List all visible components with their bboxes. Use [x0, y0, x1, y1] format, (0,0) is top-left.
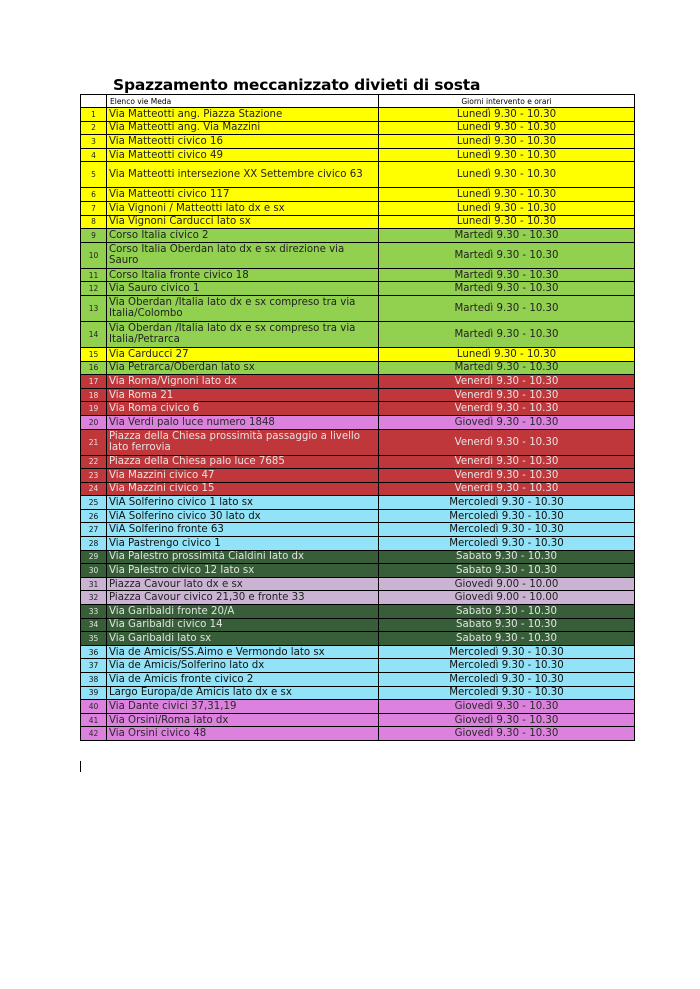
street-cell: Via Pastrengo civico 1: [107, 537, 379, 551]
street-cell: Via Roma 21: [107, 388, 379, 402]
row-number-cell: 9: [81, 229, 107, 243]
street-cell: Via Matteotti ang. Piazza Stazione: [107, 108, 379, 122]
table-row: [81, 700, 635, 714]
row-number-cell: 5: [81, 162, 107, 188]
street-cell: Via Petrarca/Oberdan lato sx: [107, 361, 379, 375]
row-number-cell: 4: [81, 148, 107, 162]
schedule-cell: Lunedì 9.30 - 10.30: [379, 121, 635, 135]
table-row: [81, 201, 635, 215]
row-number-cell: 18: [81, 388, 107, 402]
table-row: [81, 496, 635, 510]
row-number-cell: 8: [81, 215, 107, 229]
table-row: [81, 645, 635, 659]
table-row: [81, 469, 635, 483]
row-number-cell: 6: [81, 188, 107, 202]
table-row: [81, 375, 635, 389]
table-row: [81, 523, 635, 537]
schedule-cell: Giovedì 9.30 - 10.30: [379, 713, 635, 727]
street-cell: Corso Italia civico 2: [107, 229, 379, 243]
schedule-cell: Venerdì 9.30 - 10.30: [379, 375, 635, 389]
schedule-cell: Venerdì 9.30 - 10.30: [379, 388, 635, 402]
schedule-cell: Mercoledì 9.30 - 10.30: [379, 659, 635, 673]
street-cell: Via Palestro civico 12 lato sx: [107, 564, 379, 578]
row-number-cell: 31: [81, 577, 107, 591]
table-row: [81, 591, 635, 605]
schedule-cell: Giovedì 9.30 - 10.30: [379, 415, 635, 429]
table-row: [81, 135, 635, 149]
table-row: [81, 605, 635, 619]
schedule-cell: Mercoledì 9.30 - 10.30: [379, 523, 635, 537]
street-cell: Piazza Cavour civico 21,30 e fronte 33: [107, 591, 379, 605]
row-number-cell: 35: [81, 632, 107, 646]
row-number-cell: 22: [81, 455, 107, 469]
row-number-cell: 39: [81, 686, 107, 700]
street-cell: Piazza della Chiesa palo luce 7685: [107, 455, 379, 469]
table-row: [81, 659, 635, 673]
table-row: [81, 268, 635, 282]
schedule-cell: Martedì 9.30 - 10.30: [379, 295, 635, 321]
street-cell: Via Oberdan /Italia lato dx e sx compreso tra via Italia/Petrarca: [107, 321, 379, 347]
schedule-cell: Martedì 9.30 - 10.30: [379, 321, 635, 347]
row-number-cell: 32: [81, 591, 107, 605]
document-title: Spazzamento meccanizzato divieti di sosta: [113, 76, 481, 94]
row-number-cell: 10: [81, 242, 107, 268]
row-number-cell: 14: [81, 321, 107, 347]
schedule-cell: Giovedì 9.30 - 10.30: [379, 700, 635, 714]
street-cell: Via Orsini civico 48: [107, 727, 379, 741]
table-row: [81, 361, 635, 375]
row-number-cell: 25: [81, 496, 107, 510]
row-number-cell: 27: [81, 523, 107, 537]
row-number-cell: 1: [81, 108, 107, 122]
table-row: [81, 148, 635, 162]
schedule-cell: Martedì 9.30 - 10.30: [379, 361, 635, 375]
table-row: [81, 455, 635, 469]
table-header-row: [81, 95, 635, 108]
schedule-cell: Lunedì 9.30 - 10.30: [379, 201, 635, 215]
street-cell: Via Roma/Vignoni lato dx: [107, 375, 379, 389]
street-cell: Via Orsini/Roma lato dx: [107, 713, 379, 727]
row-number-cell: 17: [81, 375, 107, 389]
table-body: [81, 95, 635, 741]
row-number-cell: 15: [81, 347, 107, 361]
schedule-cell: Martedì 9.30 - 10.30: [379, 268, 635, 282]
row-number-cell: 28: [81, 537, 107, 551]
street-cell: Via de Amicis/SS.Aimo e Vermondo lato sx: [107, 645, 379, 659]
schedule-cell: Martedì 9.30 - 10.30: [379, 282, 635, 296]
street-cell: Via Matteotti civico 16: [107, 135, 379, 149]
row-number-cell: 33: [81, 605, 107, 619]
street-cell: ViA Solferino fronte 63: [107, 523, 379, 537]
schedule-cell: Lunedì 9.30 - 10.30: [379, 148, 635, 162]
row-number-cell: 7: [81, 201, 107, 215]
schedule-cell: Mercoledì 9.30 - 10.30: [379, 509, 635, 523]
table-row: [81, 415, 635, 429]
street-cell: Piazza della Chiesa prossimità passaggio a livello lato ferrovia: [107, 429, 379, 455]
street-cell: Via Carducci 27: [107, 347, 379, 361]
street-cell: Via Vignoni Carducci lato sx: [107, 215, 379, 229]
row-number-cell: 41: [81, 713, 107, 727]
street-cell: ViA Solferino civico 1 lato sx: [107, 496, 379, 510]
table-row: [81, 537, 635, 551]
table-row: [81, 388, 635, 402]
street-cell: Via Matteotti civico 117: [107, 188, 379, 202]
table-row: [81, 509, 635, 523]
schedule-cell: Mercoledì 9.30 - 10.30: [379, 686, 635, 700]
schedule-cell: Sabato 9.30 - 10.30: [379, 618, 635, 632]
schedule-cell: Mercoledì 9.30 - 10.30: [379, 673, 635, 687]
street-cell: Via Sauro civico 1: [107, 282, 379, 296]
schedule-cell: Sabato 9.30 - 10.30: [379, 632, 635, 646]
schedule-cell: Venerdì 9.30 - 10.30: [379, 482, 635, 496]
schedule-cell: Martedì 9.30 - 10.30: [379, 242, 635, 268]
street-cell: Via Oberdan /Italia lato dx e sx compreso tra via Italia/Colombo: [107, 295, 379, 321]
street-cell: Via Roma civico 6: [107, 402, 379, 416]
row-number-cell: 23: [81, 469, 107, 483]
table-row: [81, 295, 635, 321]
table-row: [81, 550, 635, 564]
row-number-cell: 20: [81, 415, 107, 429]
table-row: [81, 162, 635, 188]
row-number-cell: 3: [81, 135, 107, 149]
street-cell: Corso Italia fronte civico 18: [107, 268, 379, 282]
street-cell: Largo Europa/de Amicis lato dx e sx: [107, 686, 379, 700]
street-cell: ViA Solferino civico 30 lato dx: [107, 509, 379, 523]
table-row: [81, 402, 635, 416]
schedule-cell: Lunedì 9.30 - 10.30: [379, 108, 635, 122]
table-row: [81, 121, 635, 135]
street-cell: Piazza Cavour lato dx e sx: [107, 577, 379, 591]
table-row: [81, 229, 635, 243]
street-cell: Via Dante civici 37,31,19: [107, 700, 379, 714]
schedule-cell: Venerdì 9.30 - 10.30: [379, 429, 635, 455]
schedule-cell: Venerdì 9.30 - 10.30: [379, 469, 635, 483]
schedule-cell: Giovedì 9.30 - 10.30: [379, 727, 635, 741]
table-row: [81, 713, 635, 727]
row-number-cell: 40: [81, 700, 107, 714]
header-number-cell: [81, 95, 107, 108]
street-cell: Via Mazzini civico 15: [107, 482, 379, 496]
schedule-cell: Lunedì 9.30 - 10.30: [379, 188, 635, 202]
street-cell: Via de Amicis/Solferino lato dx: [107, 659, 379, 673]
street-cell: Via Garibaldi lato sx: [107, 632, 379, 646]
table-row: [81, 321, 635, 347]
table-row: [81, 188, 635, 202]
schedule-cell: Venerdì 9.30 - 10.30: [379, 455, 635, 469]
schedule-cell: Sabato 9.30 - 10.30: [379, 605, 635, 619]
row-number-cell: 16: [81, 361, 107, 375]
street-cell: Via Verdi palo luce numero 1848: [107, 415, 379, 429]
row-number-cell: 29: [81, 550, 107, 564]
schedule-cell: Martedì 9.30 - 10.30: [379, 229, 635, 243]
schedule-cell: Lunedì 9.30 - 10.30: [379, 135, 635, 149]
street-cell: Via Matteotti intersezione XX Settembre civico 63: [107, 162, 379, 188]
street-cell: Via de Amicis fronte civico 2: [107, 673, 379, 687]
schedule-cell: Venerdì 9.30 - 10.30: [379, 402, 635, 416]
row-number-cell: 37: [81, 659, 107, 673]
schedule-cell: Sabato 9.30 - 10.30: [379, 564, 635, 578]
schedule-cell: Mercoledì 9.30 - 10.30: [379, 496, 635, 510]
table-row: [81, 482, 635, 496]
schedule-cell: Mercoledì 9.30 - 10.30: [379, 645, 635, 659]
table-row: [81, 215, 635, 229]
schedule-cell: Lunedì 9.30 - 10.30: [379, 162, 635, 188]
row-number-cell: 42: [81, 727, 107, 741]
row-number-cell: 13: [81, 295, 107, 321]
header-schedule-cell: Giorni intervento e orari: [379, 95, 635, 108]
table-row: [81, 347, 635, 361]
table-row: [81, 727, 635, 741]
row-number-cell: 26: [81, 509, 107, 523]
row-number-cell: 38: [81, 673, 107, 687]
row-number-cell: 2: [81, 121, 107, 135]
table-border-stub: [80, 761, 81, 772]
table-row: [81, 429, 635, 455]
street-cell: Via Garibaldi civico 14: [107, 618, 379, 632]
row-number-cell: 11: [81, 268, 107, 282]
row-number-cell: 36: [81, 645, 107, 659]
schedule-cell: Giovedì 9.00 - 10.00: [379, 577, 635, 591]
street-cell: Via Garibaldi fronte 20/A: [107, 605, 379, 619]
street-cell: Corso Italia Oberdan lato dx e sx direzione via Sauro: [107, 242, 379, 268]
table-row: [81, 632, 635, 646]
street-cell: Via Vignoni / Matteotti lato dx e sx: [107, 201, 379, 215]
header-street-cell: Elenco vie Meda: [107, 95, 379, 108]
row-number-cell: 12: [81, 282, 107, 296]
table-row: [81, 108, 635, 122]
row-number-cell: 24: [81, 482, 107, 496]
schedule-cell: Giovedì 9.00 - 10.00: [379, 591, 635, 605]
row-number-cell: 30: [81, 564, 107, 578]
street-cell: Via Mazzini civico 47: [107, 469, 379, 483]
schedule-cell: Lunedì 9.30 - 10.30: [379, 347, 635, 361]
table-row: [81, 673, 635, 687]
row-number-cell: 19: [81, 402, 107, 416]
street-cell: Via Matteotti ang. Via Mazzini: [107, 121, 379, 135]
table-row: [81, 577, 635, 591]
table-row: [81, 564, 635, 578]
street-cell: Via Palestro prossimità Cialdini lato dx: [107, 550, 379, 564]
table-row: [81, 618, 635, 632]
street-cleaning-table: [80, 94, 635, 741]
row-number-cell: 34: [81, 618, 107, 632]
table-row: [81, 242, 635, 268]
table-row: [81, 686, 635, 700]
schedule-cell: Sabato 9.30 - 10.30: [379, 550, 635, 564]
schedule-cell: Mercoledì 9.30 - 10.30: [379, 537, 635, 551]
schedule-cell: Lunedì 9.30 - 10.30: [379, 215, 635, 229]
street-cell: Via Matteotti civico 49: [107, 148, 379, 162]
row-number-cell: 21: [81, 429, 107, 455]
table-row: [81, 282, 635, 296]
